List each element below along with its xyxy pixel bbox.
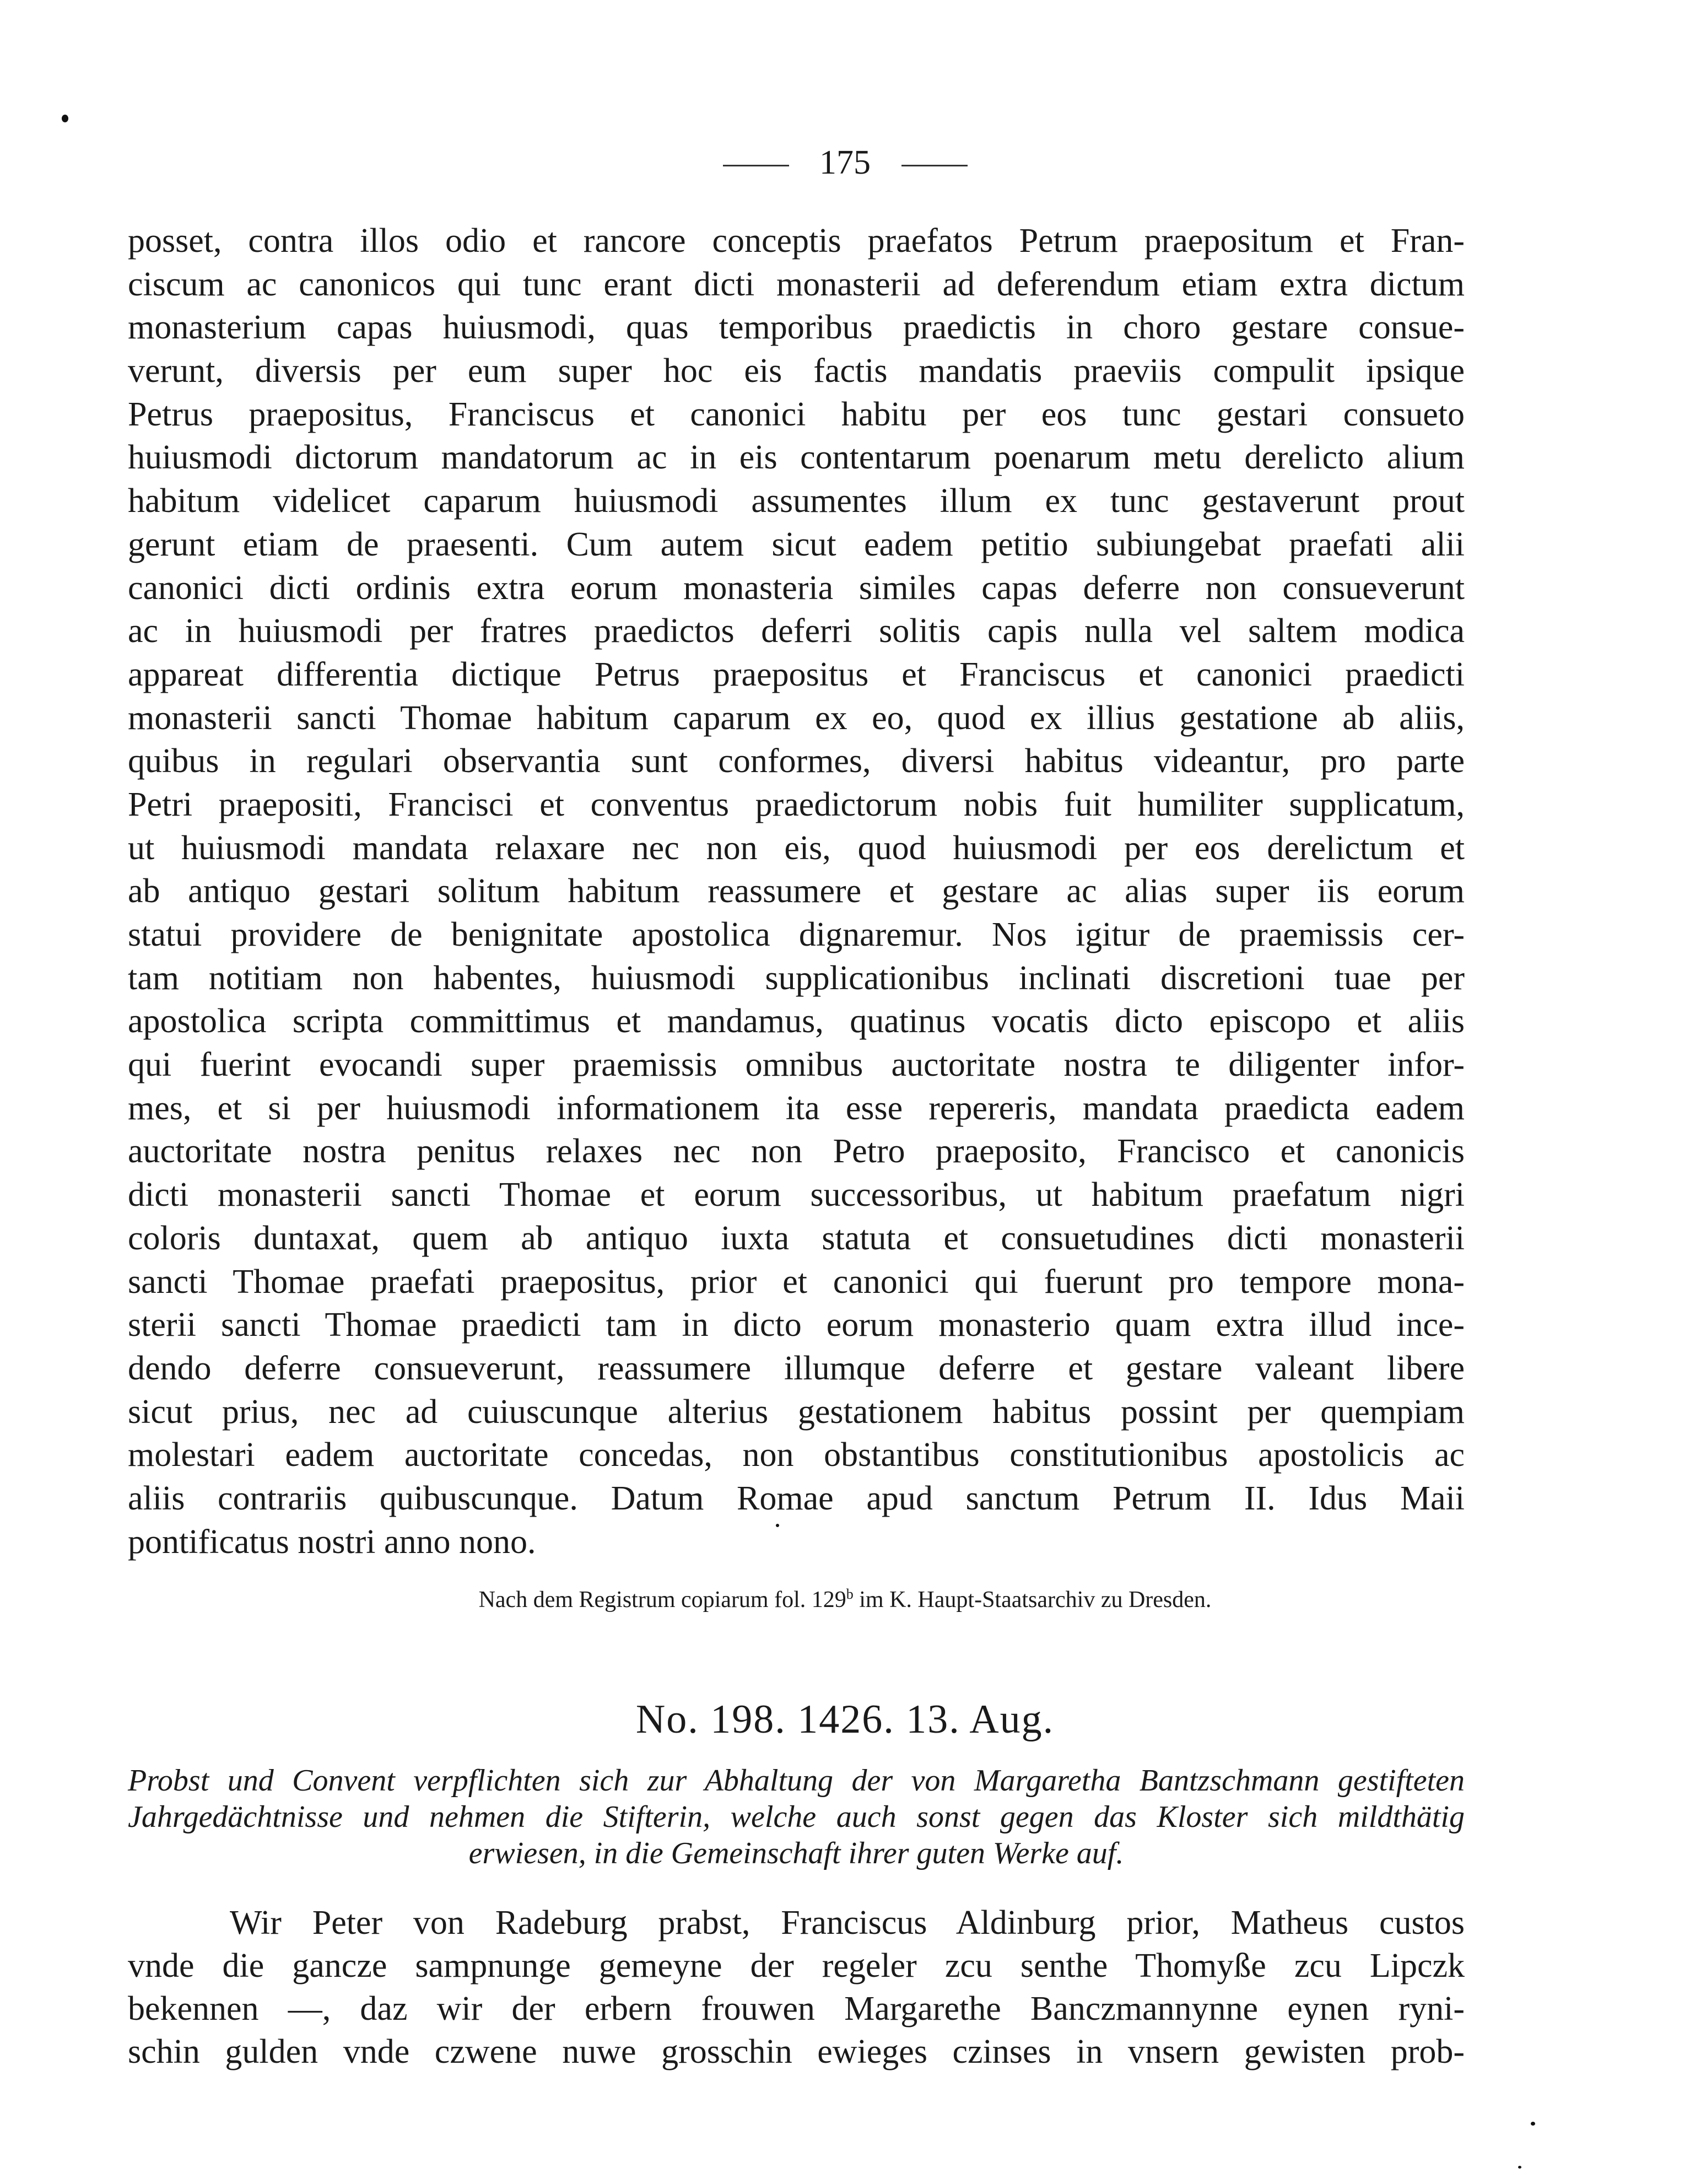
- body-line: tam notitiam non habentes, huiusmodi supplicationibus inclinati discretioni tuae per: [128, 959, 1465, 997]
- source-note-text-end: im K. Haupt-Staatsarchiv zu Dresden.: [853, 1587, 1212, 1613]
- document-summary: [128, 1762, 1465, 1872]
- body-line: dicti monasterii sancti Thomae et eorum successoribus, ut habitum praefatum nigri: [128, 1176, 1465, 1214]
- charter-line: bekennen —, daz wir der erbern frouwen Margarethe Banczmannynne eynen ryni-: [128, 1990, 1465, 2027]
- page-header: [0, 141, 1690, 185]
- page-number: 175: [819, 144, 871, 181]
- body-line: habitum videlicet caparum huiusmodi assumentes illum ex tunc gestaverunt prout: [128, 482, 1465, 520]
- body-line: pontificatus nostri anno nono.: [128, 1523, 536, 1561]
- body-line: appareat differentia dictique Petrus praepositus et Franciscus et canonici praedicti: [128, 655, 1465, 693]
- document-heading: No. 198. 1426. 13. Aug.: [635, 1697, 1055, 1742]
- summary-line: erwiesen, in die Gemeinschaft ihrer guten Werke auf.: [468, 1836, 1124, 1870]
- body-line: sicut prius, nec ad cuiuscunque alterius gestationem habitus possint per quempiam: [128, 1393, 1465, 1431]
- body-line: verunt, diversis per eum super hoc eis factis mandatis praeviis compulit ipsique: [128, 352, 1465, 390]
- ink-speck: [1518, 2166, 1521, 2169]
- body-line: ciscum ac canonicos qui tunc erant dicti monasterii ad deferendum etiam extra dictum: [128, 265, 1465, 303]
- charter-line: vnde die gancze sampnunge gemeyne der regeler zcu senthe Thomyße zcu Lipczk: [128, 1947, 1465, 1985]
- summary-line: Probst und Convent verpflichten sich zur Abhaltung der von Margaretha Bantzschmann gestifteten: [128, 1764, 1465, 1798]
- header-rule-left: [723, 165, 789, 166]
- body-line: ab antiquo gestari solitum habitum reassumere et gestare ac alias super iis eorum: [128, 872, 1465, 910]
- charter-text: [128, 1901, 1465, 2073]
- header-rule-right: [901, 165, 968, 166]
- charter-line: Wir Peter von Radeburg prabst, Franciscus Aldinburg prior, Matheus custos: [230, 1904, 1465, 1942]
- body-line: apostolica scripta committimus et mandamus, quatinus vocatis dicto episcopo et aliis: [128, 1002, 1465, 1040]
- body-line: aliis contrariis quibuscunque. Datum Romae apud sanctum Petrum II. Idus Maii: [128, 1479, 1465, 1517]
- latin-body-text: [128, 219, 1465, 1563]
- body-line: Petri praepositi, Francisci et conventus praedictorum nobis fuit humiliter supplicatum,: [128, 785, 1465, 823]
- body-line: ut huiusmodi mandata relaxare nec non eis, quod huiusmodi per eos derelictum et: [128, 829, 1465, 867]
- body-line: Petrus praepositus, Franciscus et canonici habitu per eos tunc gestari consueto: [128, 395, 1465, 433]
- summary-line: Jahrgedächtnisse und nehmen die Stifterin, welche auch sonst gegen das Kloster sich mildthätig: [128, 1800, 1465, 1834]
- body-line: auctoritate nostra penitus relaxes nec non Petro praeposito, Francisco et canonicis: [128, 1133, 1465, 1171]
- source-note-text: Nach dem Registrum copiarum fol. 129: [478, 1587, 846, 1613]
- body-line: molestari eadem auctoritate concedas, non obstantibus constitutionibus apostolicis ac: [128, 1436, 1465, 1474]
- body-line: huiusmodi dictorum mandatorum ac in eis contentarum poenarum metu derelicto alium: [128, 439, 1465, 477]
- body-line: dendo deferre consueverunt, reassumere illumque deferre et gestare valeant libere: [128, 1349, 1465, 1387]
- body-line: coloris duntaxat, quem ab antiquo iuxta statuta et consuetudines dicti monasterii: [128, 1219, 1465, 1257]
- source-note-superscript: b: [846, 1586, 854, 1602]
- body-line: ac in huiusmodi per fratres praedictos deferri solitis capis nulla vel saltem modica: [128, 612, 1465, 650]
- source-note: [0, 1579, 1690, 1615]
- body-line: sterii sancti Thomae praedicti tam in dicto eorum monasterio quam extra illud ince-: [128, 1306, 1465, 1344]
- body-line: qui fuerint evocandi super praemissis omnibus auctoritate nostra te diligenter infor-: [128, 1046, 1465, 1084]
- body-line: canonici dicti ordinis extra eorum monasteria similes capas deferre non consueverunt: [128, 569, 1465, 607]
- body-line: mes, et si per huiusmodi informationem ita esse repereris, mandata praedicta eadem: [128, 1089, 1465, 1127]
- body-line: gerunt etiam de praesenti. Cum autem sicut eadem petitio subiungebat praefati alii: [128, 525, 1465, 563]
- charter-line: schin gulden vnde czwene nuwe grosschin ewieges czinses in vnsern gewisten prob-: [128, 2033, 1465, 2070]
- body-line: sancti Thomae praefati praepositus, prior et canonici qui fuerunt pro tempore mona-: [128, 1263, 1465, 1301]
- ink-speck: [62, 115, 68, 122]
- body-line: monasterium capas huiusmodi, quas temporibus praedictis in choro gestare consue-: [128, 309, 1465, 347]
- body-line: quibus in regulari observantia sunt conformes, diversi habitus videantur, pro parte: [128, 742, 1465, 780]
- body-line: posset, contra illos odio et rancore conceptis praefatos Petrum praepositum et Fran-: [128, 222, 1465, 260]
- body-line: monasterii sancti Thomae habitum caparum ex eo, quod ex illius gestatione ab aliis,: [128, 699, 1465, 737]
- body-line: statui providere de benignitate apostolica dignaremur. Nos igitur de praemissis cer-: [128, 916, 1465, 953]
- ink-speck: [1531, 2122, 1535, 2126]
